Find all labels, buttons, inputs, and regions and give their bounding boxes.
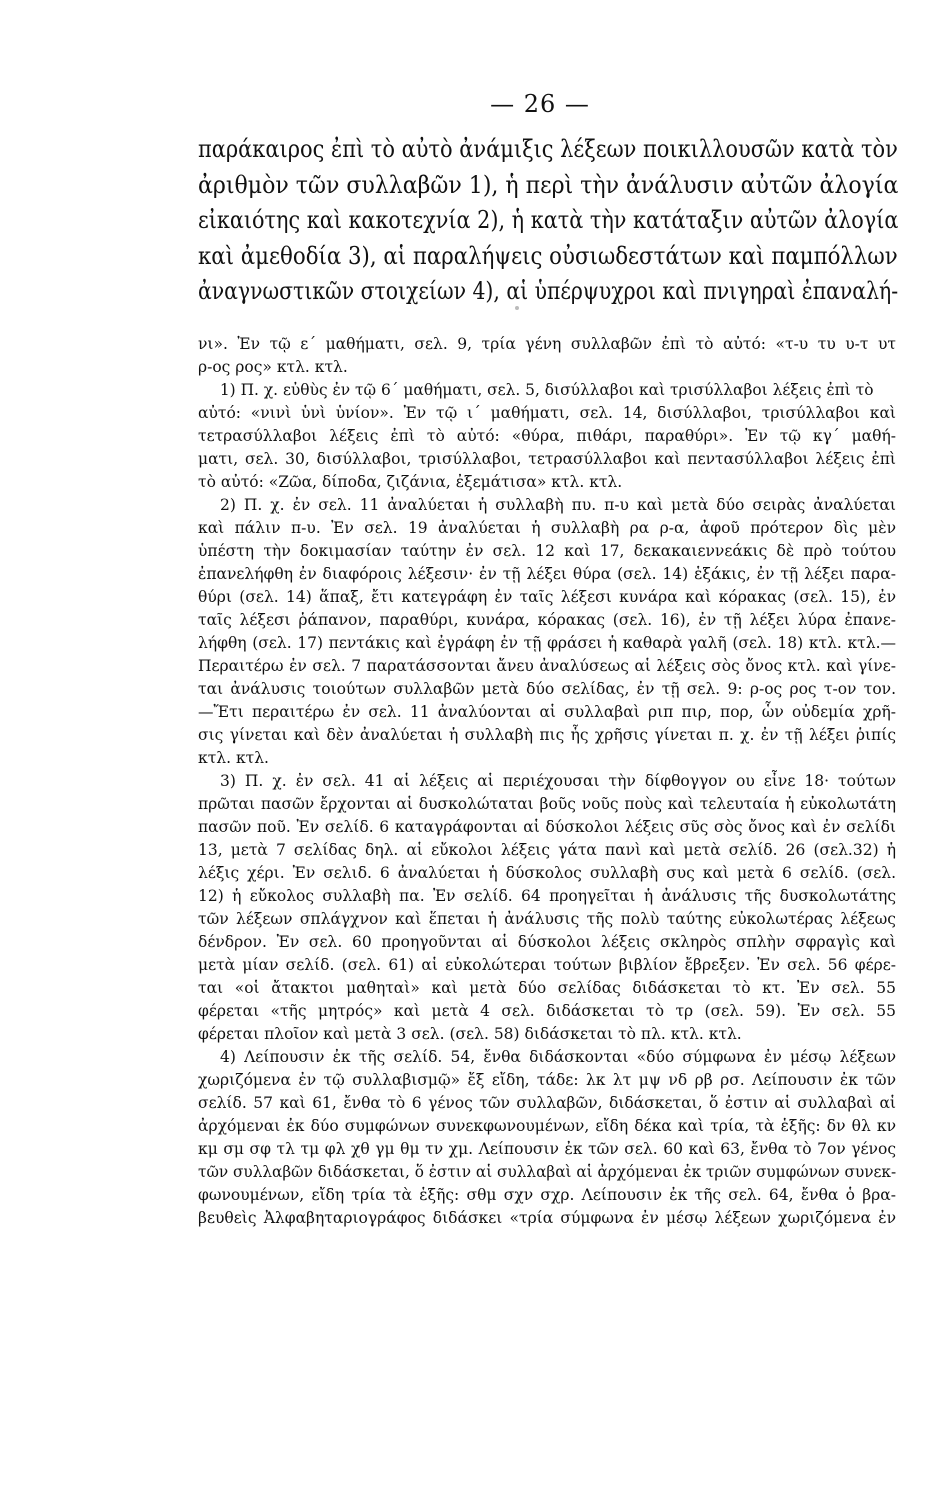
footnote-line: λήφθη (σελ. 17) πεντάκις καὶ ἐγράφη ἐν τῇ φράσει ἡ καθαρὰ γαλῆ (σελ. 18) κτλ. κτλ.— — [198, 634, 896, 652]
page-number: — 26 — — [490, 90, 590, 118]
footnote-line: 4) Λείπουσιν ἐκ τῆς σελίδ. 54, ἔνθα διδάσκονται «δύο σύμφωνα ἐν μέσῳ λέξεων — [220, 1048, 896, 1066]
footnote-line: μετὰ μίαν σελίδ. (σελ. 61) αἱ εὐκολώτεραι τούτων βιβλίον ἔβρεξεν. Ἐν σελ. 56 φέρε- — [198, 956, 896, 974]
footnote-line: φωνουμένων, εἴδη τρία τὰ ἑξῆς: σθμ σχν σχρ. Λείπουσιν ἐκ τῆς σελ. 64, ἔνθα ὁ βρα- — [198, 1186, 896, 1204]
footnote-line: ἐπανελήφθη ἐν διαφόροις λέξεσιν· ἐν τῇ λέξει θύρα (σελ. 14) ἑξάκις, ἐν τῇ λέξει παρα- — [198, 565, 896, 583]
footnote-line: Περαιτέρω ἐν σελ. 7 παρατάσσονται ἄνευ ἀναλύσεως αἱ λέξεις σὸς ὄνος κτλ. καὶ γίνε- — [198, 657, 896, 675]
footnote-line: καὶ πάλιν π-υ. Ἐν σελ. 19 ἀναλύεται ἡ συλλαβὴ ρα ρ-α, ἀφοῦ πρότερον δὶς μὲν — [198, 519, 896, 537]
footnote-line: 1) Π. χ. εὐθὺς ἐν τῷ 6΄ μαθήματι, σελ. 5, δισύλλαβοι καὶ τρισύλλαβοι λέξεις ἐπὶ τὸ — [219, 381, 874, 399]
footnote-line: 13, μετὰ 7 σελίδας δηλ. αἱ εὔκολοι λέξεις γάτα πανὶ καὶ μετὰ σελίδ. 26 (σελ.32) ἡ — [198, 841, 896, 859]
footnote-line: νι». Ἐν τῷ ε΄ μαθήματι, σελ. 9, τρία γένη συλλαβῶν ἐπὶ τὸ αὐτό: «τ-υ τυ υ-τ υτ — [198, 335, 896, 353]
footnote-line: ρ-ος ρος» κτλ. κτλ. — [198, 358, 348, 376]
footnote-line: τῶν λέξεων σπλάγχνον καὶ ἕπεται ἡ ἀνάλυσις τῆς πολὺ ταύτης εὐκολωτέρας λέξεως — [198, 910, 896, 928]
footnote-line: πασῶν ποῦ. Ἐν σελίδ. 6 καταγράφονται αἱ δύσκολοι λέξεις σῦς σὸς ὄνος καὶ ἐν σελίδι — [198, 818, 896, 836]
main-text-line: ἀναγνωστικῶν στοιχείων 4), αἱ ὑπέρψυχροι καὶ πνιγηραὶ ἐπαναλή- — [198, 277, 899, 305]
footnote-line: βευθεὶς Ἀλφαβηταριογράφος διδάσκει «τρία σύμφωνα ἐν μέσῳ λέξεων χωριζόμενα ἐν — [198, 1209, 896, 1227]
footnote-line: ται «οἱ ἄτακτοι μαθηταὶ» καὶ μετὰ δύο σελίδας διδάσκεται τὸ κτ. Ἐν σελ. 55 — [198, 979, 896, 997]
main-text-line: καὶ ἀμεθοδία 3), αἱ παραλήψεις οὐσιωδεστάτων καὶ παμπόλλων — [198, 241, 898, 270]
main-text-line: παράκαιρος ἐπὶ τὸ αὐτὸ ἀνάμιξις λέξεων ποικιλλουσῶν κατὰ τὸν — [198, 135, 898, 163]
main-paragraph — [198, 132, 898, 310]
footnote-line: 2) Π. χ. ἐν σελ. 11 ἀναλύεται ἡ συλλαβὴ πυ. π-υ καὶ μετὰ δύο σειρὰς ἀναλύεται — [220, 496, 896, 514]
footnotes-section — [198, 333, 896, 1230]
footnote-line: ταῖς λέξεσι ῥάπανον, παραθύρι, κυνάρα, κόρακας (σελ. 16), ἐν τῇ λέξει λύρα ἐπανε- — [198, 611, 896, 629]
footnote-line: θύρι (σελ. 14) ἅπαξ, ἔτι κατεγράφη ἐν ταῖς λέξεσι κυνάρα καὶ κόρακας (σελ. 15), ἐν — [198, 588, 896, 606]
footnote-line: πρῶται πασῶν ἔρχονται αἱ δυσκολώταται βοῦς νοῦς ποὺς καὶ τελευταία ἡ εὐκολωτάτη — [198, 795, 896, 813]
footnote-line: κμ σμ σφ τλ τμ φλ χθ γμ θμ τν χμ. Λείπουσιν ἐκ τῶν σελ. 60 καὶ 63, ἔνθα τὸ 7ον γένος — [198, 1140, 896, 1158]
footnote-line: τὸ αὐτό: «Ζῶα, δίποδα, ζιζάνια, ἐξεμάτισα» κτλ. κτλ. — [198, 473, 623, 491]
footnote-line: 12) ἡ εὔκολος συλλαβὴ πα. Ἐν σελίδ. 64 προηγεῖται ἡ ἀνάλυσις τῆς δυσκολωτάτης — [198, 887, 896, 905]
footnote-line: τετρασύλλαβοι λέξεις ἐπὶ τὸ αὐτό: «θύρα, πιθάρι, παραθύρι». Ἐν τῷ κγ΄ μαθή- — [198, 427, 896, 445]
footnote-line: σελίδ. 57 καὶ 61, ἔνθα τὸ 6 γένος τῶν συλλαβῶν, διδάσκεται, ὅ ἐστιν αἱ συλλαβαὶ αἱ — [198, 1094, 896, 1112]
main-text-line: ἀριθμὸν τῶν συλλαβῶν 1), ἡ περὶ τὴν ἀνάλυσιν αὐτῶν ἀλογία — [198, 170, 899, 199]
footnote-line: ται ἀνάλυσις τοιούτων συλλαβῶν μετὰ δύο σελίδας, ἐν τῇ σελ. 9: ρ-ος ρος τ-ον τον. — [198, 680, 896, 698]
footnote-line: τῶν συλλαβῶν διδάσκεται, ὅ ἐστιν αἱ συλλαβαὶ αἱ ἀρχόμεναι ἐκ τριῶν συμφώνων συνεκ- — [198, 1163, 897, 1181]
footnote-line: ὑπέστη τὴν δοκιμασίαν ταύτην ἐν σελ. 12 καὶ 17, δεκακαιεννεάκις δὲ πρὸ τούτου — [198, 542, 896, 560]
footnote-line: ματι, σελ. 30, δισύλλαβοι, τρισύλλαβοι, τετρασύλλαβοι καὶ πεντασύλλαβοι λέξεις ἐπὶ — [198, 450, 896, 468]
footnote-line: δένδρον. Ἐν σελ. 60 προηγοῦνται αἱ δύσκολοι λέξεις σκληρὸς σπλὴν σφραγὶς καὶ — [198, 933, 896, 951]
footnote-line: 3) Π. χ. ἐν σελ. 41 αἱ λέξεις αἱ περιέχουσαι τὴν δίφθογγον ου εἶνε 18· τούτων — [220, 772, 896, 790]
footnote-line: κτλ. κτλ. — [198, 749, 269, 767]
footnote-line: σις γίνεται καὶ δὲν ἀναλύεται ἡ συλλαβὴ πις ἧς χρῆσις γίνεται π. χ. ἐν τῇ λέξει ῥιπίς — [198, 726, 896, 744]
separator-mark — [515, 306, 519, 310]
footnote-line: φέρεται «τῆς μητρός» καὶ μετὰ 4 σελ. διδάσκεται τὸ τρ (σελ. 59). Ἐν σελ. 55 — [198, 1002, 896, 1020]
footnote-line: αὐτό: «νινὶ ὑνὶ ὑνίον». Ἐν τῷ ι΄ μαθήματι, σελ. 14, δισύλλαβοι, τρισύλλαβοι καὶ — [198, 404, 896, 422]
footnote-line: ἀρχόμεναι ἐκ δύο συμφώνων συνεκφωνουμένων, εἴδη δέκα καὶ τρία, τὰ ἑξῆς: δν θλ κν — [198, 1117, 896, 1135]
footnote-line: λέξις χέρι. Ἐν σελιδ. 6 ἀναλύεται ἡ δύσκολος συλλαβὴ συς καὶ μετὰ 6 σελίδ. (σελ. — [198, 864, 896, 882]
main-text-line: εἰκαιότης καὶ κακοτεχνία 2), ἡ κατὰ τὴν κατάταξιν αὐτῶν ἀλογία — [198, 206, 899, 234]
footnote-line: φέρεται πλοῖον καὶ μετὰ 3 σελ. (σελ. 58) διδάσκεται τὸ πλ. κτλ. κτλ. — [198, 1025, 742, 1043]
footnote-line: —Ἔτι περαιτέρω ἐν σελ. 11 ἀναλύονται αἱ συλλαβαὶ ριπ πιρ, πορ, ὧν οὐδεμία χρῆ- — [198, 703, 896, 721]
footnote-line: χωριζόμενα ἐν τῷ συλλαβισμῷ» ἔξ εἴδη, τάδε: λκ λτ μψ νδ ρβ ρσ. Λείπουσιν ἐκ τῶν — [198, 1071, 896, 1089]
